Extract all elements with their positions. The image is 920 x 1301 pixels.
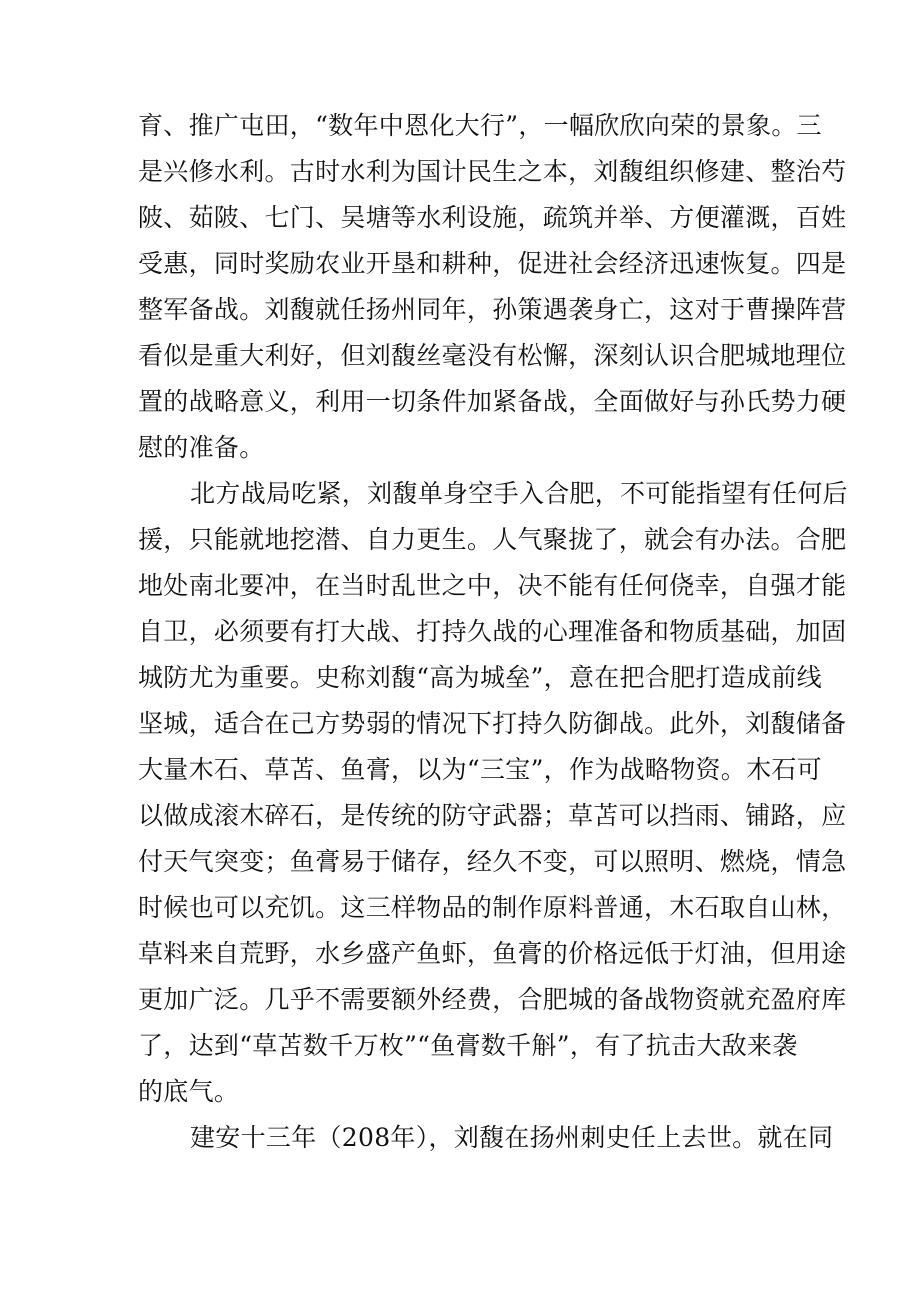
- document-body: [138, 103, 848, 1161]
- paragraph-line: 付天气突变；鱼膏易于储存，经久不变，可以照明、燃烧，情急: [138, 847, 847, 876]
- paragraph-line: 城防尤为重要。史称刘馥“高为城垒”，意在把合肥打造成前线: [138, 663, 822, 692]
- paragraph-line: 的底气。: [138, 1077, 240, 1106]
- paragraph-3: [138, 1115, 834, 1161]
- paragraph-line: 是兴修水利。古时水利为国计民生之本，刘馥组织修建、整治芍: [138, 157, 847, 186]
- paragraph-line: 整军备战。刘馥就任扬州同年，孙策遇袭身亡，这对于曹操阵营: [138, 295, 847, 324]
- paragraph-line: 援，只能就地挖潜、自力更生。人气聚拢了，就会有办法。合肥: [138, 525, 847, 554]
- paragraph-line: 建安十三年（208年），刘馥在扬州刺史任上去世。就在同: [190, 1123, 834, 1152]
- paragraph-2: [138, 471, 848, 1115]
- paragraph-line: 陂、茹陂、七门、吴塘等水利设施，疏筑并举、方便灌溉，百姓: [138, 203, 847, 232]
- paragraph-1: [138, 103, 847, 471]
- paragraph-line: 更加广泛。几乎不需要额外经费，合肥城的备战物资就充盈府库: [138, 985, 847, 1014]
- paragraph-line: 地处南北要冲，在当时乱世之中，决不能有任何侥幸，自强才能: [138, 571, 847, 600]
- paragraph-line: 受惠，同时奖励农业开垦和耕种，促进社会经济迅速恢复。四是: [138, 249, 847, 278]
- paragraph-line: 草料来自荒野，水乡盛产鱼虾，鱼膏的价格远低于灯油，但用途: [138, 939, 847, 968]
- paragraph-line: 慰的准备。: [138, 433, 265, 462]
- paragraph-line: 大量木石、草苫、鱼膏，以为“三宝”，作为战略物资。木石可: [138, 755, 822, 784]
- paragraph-line: 以做成滚木碎石，是传统的防守武器；草苫可以挡雨、铺路，应: [138, 801, 847, 830]
- paragraph-line: 北方战局吃紧，刘馥单身空手入合肥，不可能指望有任何后: [190, 479, 848, 508]
- paragraph-line: 时候也可以充饥。这三样物品的制作原料普通，木石取自山林，: [138, 893, 847, 922]
- paragraph-line: 自卫，必须要有打大战、打持久战的心理准备和物质基础，加固: [138, 617, 847, 646]
- paragraph-line: 了，达到“草苫数千万枚”“鱼膏数千斛”，有了抗击大敌来袭: [138, 1031, 798, 1060]
- paragraph-line: 置的战略意义，利用一切条件加紧备战，全面做好与孙氏势力硬: [138, 387, 847, 416]
- paragraph-line: 看似是重大利好，但刘馥丝毫没有松懈，深刻认识合肥城地理位: [138, 341, 847, 370]
- paragraph-line: 育、推广屯田，“数年中恩化大行”，一幅欣欣向荣的景象。三: [138, 111, 822, 140]
- paragraph-line: 坚城，适合在己方势弱的情况下打持久防御战。此外，刘馥储备: [138, 709, 847, 738]
